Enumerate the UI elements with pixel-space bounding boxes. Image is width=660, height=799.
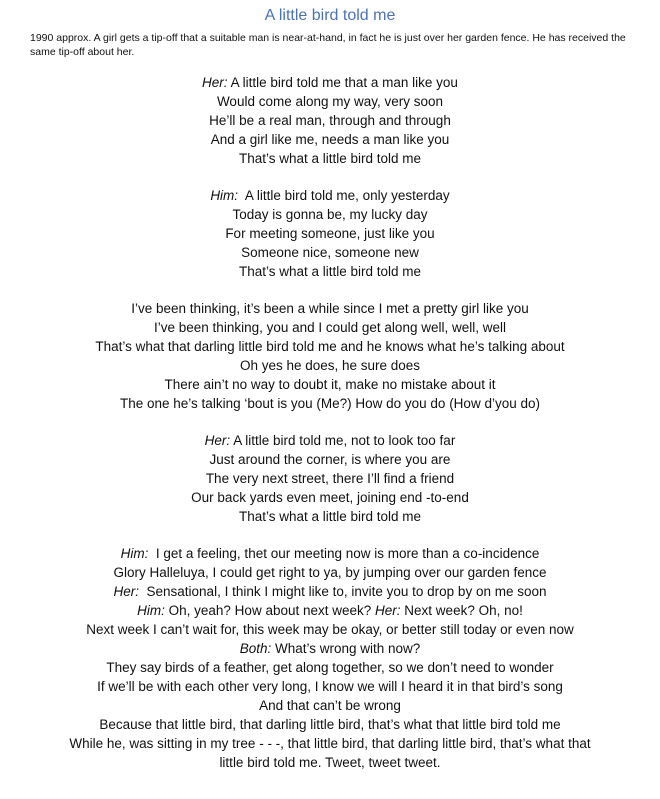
lyric-line — [30, 262, 630, 281]
lyric-line — [30, 318, 630, 337]
lyric-text: Today is gonna be, my lucky day — [232, 207, 428, 222]
lyric-text: Next week? Oh, no! — [400, 603, 523, 618]
lyric-text: That’s what a little bird told me — [238, 151, 422, 166]
speaker-label: Him: — [137, 603, 165, 618]
lyric-text: little bird told me. Tweet, tweet tweet. — [219, 755, 441, 770]
lyric-line — [30, 715, 630, 734]
lyric-line — [30, 299, 630, 318]
verse — [30, 544, 630, 772]
lyric-text: I get a feeling, thet our meeting now is more than a co-incidence — [148, 546, 540, 561]
verse — [30, 186, 630, 281]
lyric-text: I’ve been thinking, you and I could get along well, well, well — [154, 320, 506, 335]
verse — [30, 431, 630, 526]
lyric-line — [30, 544, 630, 563]
speaker-label: Him: — [120, 546, 149, 561]
lyric-text: Oh, yeah? How about next week? — [164, 603, 376, 618]
lyric-line — [30, 734, 630, 753]
lyric-line — [30, 111, 630, 130]
lyric-line — [30, 205, 630, 224]
lyric-line — [30, 677, 630, 696]
lyric-line — [30, 507, 630, 526]
lyric-line — [30, 658, 630, 677]
lyric-text: Glory Halleluya, I could get right to ya, by jumping over our garden fence — [113, 565, 547, 580]
speaker-label: Her: — [202, 75, 228, 90]
lyric-line — [30, 582, 630, 601]
lyric-line — [30, 563, 630, 582]
speaker-label: Him: — [210, 188, 239, 203]
lyric-line — [30, 130, 630, 149]
lyric-line — [30, 356, 630, 375]
lyric-line — [30, 224, 630, 243]
lyric-line — [30, 620, 630, 639]
lyric-line — [30, 469, 630, 488]
lyric-text: A little bird told me that a man like you — [227, 75, 458, 90]
lyric-line — [30, 394, 630, 413]
intro-paragraph: 1990 approx. A girl gets a tip-off that a suitable man is near-at-hand, in fact he is just over her garden fence. He has received the same tip-off about her. — [30, 32, 626, 58]
lyric-text: For meeting someone, just like you — [225, 226, 435, 241]
lyric-line — [30, 753, 630, 772]
speaker-label: Her: — [375, 603, 401, 618]
lyric-line — [30, 149, 630, 168]
lyrics — [30, 73, 630, 772]
lyric-text: The one he’s talking ‘bout is you (Me?) How do you do (How d’you do) — [120, 396, 540, 411]
lyric-text: Just around the corner, is where you are — [209, 452, 451, 467]
lyric-line — [30, 601, 630, 620]
lyric-text: Someone nice, someone new — [241, 245, 419, 260]
lyric-text: Our back yards even meet, joining end -to-end — [191, 490, 469, 505]
lyric-text: I’ve been thinking, it’s been a while since I met a pretty girl like you — [131, 301, 529, 316]
lyric-line — [30, 488, 630, 507]
lyric-text: There ain’t no way to doubt it, make no mistake about it — [164, 377, 496, 392]
verse — [30, 73, 630, 168]
lyric-line — [30, 375, 630, 394]
lyric-text: Next week I can’t wait for, this week may be okay, or better still today or even now — [86, 622, 574, 637]
lyric-line — [30, 243, 630, 262]
verse — [30, 299, 630, 413]
lyric-text: Oh yes he does, he sure does — [239, 358, 421, 373]
lyric-text: A little bird told me, only yesterday — [238, 188, 450, 203]
document-title: A little bird told me — [264, 7, 396, 24]
lyric-text: Sensational, I think I might like to, invite you to drop by on me soon — [139, 584, 547, 599]
speaker-label: Both: — [239, 641, 272, 656]
lyric-line — [30, 639, 630, 658]
speaker-label: Her: — [204, 433, 231, 448]
lyric-line — [30, 450, 630, 469]
lyric-text: The very next street, there I’ll find a friend — [205, 471, 455, 486]
lyric-line — [30, 186, 630, 205]
lyric-text: That’s what that darling little bird told me and he knows what he’s talking about — [95, 339, 565, 354]
lyric-text: He’ll be a real man, through and through — [209, 113, 451, 128]
speaker-label: Her: — [113, 584, 140, 599]
lyric-text: And that can’t be wrong — [259, 698, 401, 713]
lyric-text: That’s what a little bird told me — [238, 509, 422, 524]
lyric-text: They say birds of a feather, get along together, so we don’t need to wonder — [106, 660, 554, 675]
lyric-line — [30, 337, 630, 356]
lyric-text: While he, was sitting in my tree - - -, that little bird, that darling little bird, that’s what that — [69, 736, 591, 751]
lyric-text: Would come along my way, very soon — [216, 94, 444, 109]
lyric-text: Because that little bird, that darling little bird, that’s what that little bird told me — [99, 717, 561, 732]
lyric-text: That’s what a little bird told me — [238, 264, 422, 279]
lyric-text: A little bird told me, not to look too far — [230, 433, 456, 448]
lyric-line — [30, 73, 630, 92]
lyric-text: If we’ll be with each other very long, I know we will I heard it in that bird’s song — [97, 679, 563, 694]
lyric-text: What’s wrong with now? — [271, 641, 421, 656]
lyric-line — [30, 431, 630, 450]
lyric-line — [30, 696, 630, 715]
lyric-line — [30, 92, 630, 111]
lyric-text: And a girl like me, needs a man like you — [210, 132, 450, 147]
